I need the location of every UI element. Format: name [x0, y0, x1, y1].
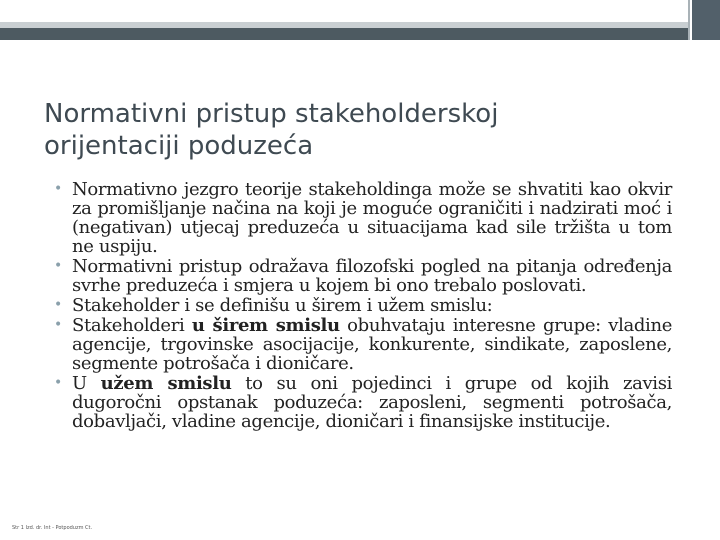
- bullet-icon: •: [54, 297, 62, 313]
- bullet-item: [52, 180, 672, 256]
- bullet-text-bold: u širem smislu: [191, 315, 340, 336]
- bullet-text: Normativni pristup odražava filozofski pogled na pitanja određenja svrhe preduzeća i smjera u kojem bi ono trebalo poslovati.: [72, 256, 672, 296]
- bullet-item: [52, 257, 672, 295]
- bullet-text-bold: užem smislu: [100, 373, 232, 394]
- slide-footer: Str 1 Izd. dr. Int - Potpoduzm Ct.: [12, 525, 93, 531]
- bullet-list: [52, 180, 672, 432]
- bullet-text: Normativno jezgro teorije stakeholdinga može se shvatiti kao okvir za promišljanje načina na koji je moguće ograničiti i nadzirati moć i (negativan) utjecaj preduzeća u situacijama kad sile tržišta u tom ne uspiju.: [72, 179, 672, 257]
- bullet-text-post: to su oni pojedinci i grupe od kojih zavisi dugoročni opstanak poduzeća: zaposleni, segmenti potrošača, dobavljači, vladine agencije, dioničari i finansijske institucije.: [72, 373, 672, 432]
- bullet-text-pre: U: [72, 373, 101, 394]
- header-decoration: [0, 0, 720, 45]
- bullet-item: [52, 296, 672, 315]
- bullet-item: [52, 316, 672, 373]
- bullet-text-post: obuhvataju interesne grupe: vladine agencije, trgovinske asocijacije, konkurente, sindikate, zaposlene, segmente potrošača i dioničare.: [72, 315, 673, 374]
- bullet-text: Stakeholder i se definišu u širem i užem smislu:: [72, 295, 493, 316]
- slide-title-line1: Normativni pristup stakeholderskoj: [44, 99, 499, 129]
- bullet-icon: •: [54, 258, 62, 274]
- slide-title: [44, 98, 684, 162]
- bullet-item: [52, 374, 672, 431]
- bullet-icon: •: [54, 375, 62, 391]
- slide-title-line2: orijentaciji poduzeća: [44, 131, 314, 161]
- header-corner-block: [692, 0, 720, 40]
- header-band-dark: [0, 28, 690, 40]
- bullet-icon: •: [54, 181, 62, 197]
- bullet-text-pre: Stakeholderi: [72, 315, 192, 336]
- bullet-icon: •: [54, 317, 62, 333]
